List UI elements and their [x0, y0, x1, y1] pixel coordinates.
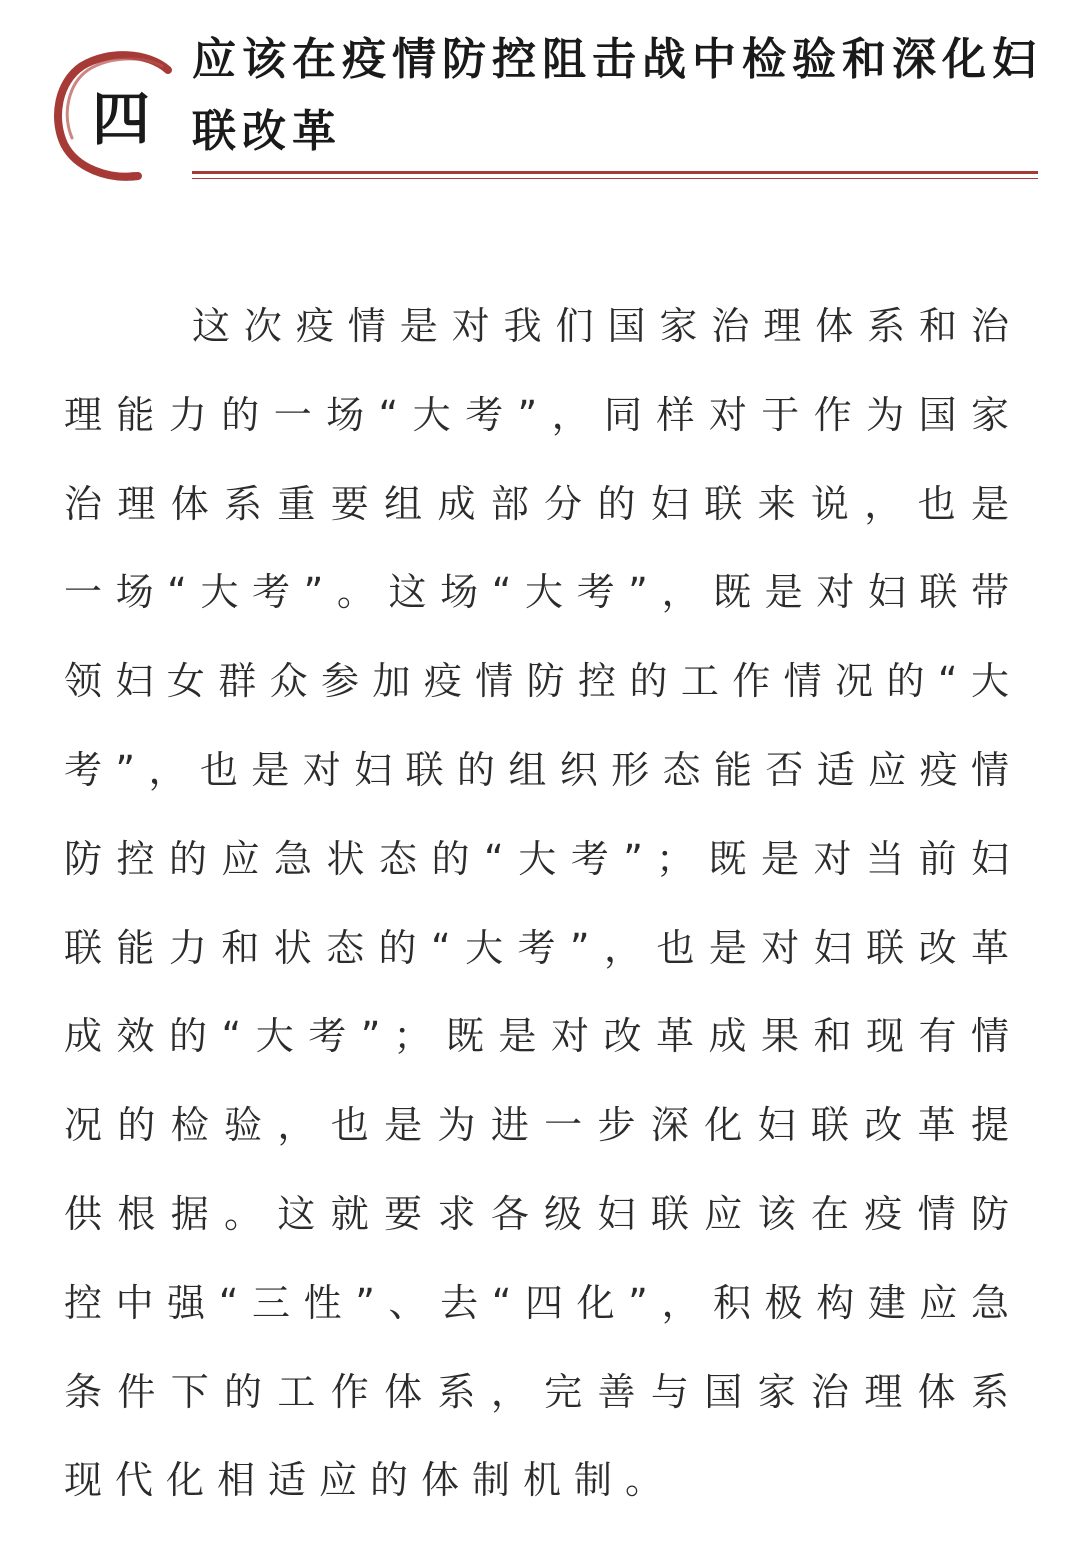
section-title: 应该在疫情防控阻击战中检验和深化妇联改革: [192, 34, 1042, 157]
title-underline: [192, 171, 1038, 174]
article-paragraph: 这次疫情是对我们国家治理体系和治理能力的一场“大考”，同样对于作为国家治理体系重要组成部分的妇联来说，也是一场“大考”。这场“大考”，既是对妇联带领妇女群众参加疫情防控的工作情况的“大考”，也是对妇联的组织形态能否适应疫情防控的应急状态的“大考”；既是对当前妇联能力和状态的“大考”，也是对妇联改革成效的“大考”；既是对改革成果和现有情况的检验，也是为进一步深化妇联改革提供根据。这就要求各级妇联应该在疫情防控中强“三性”、去“四化”，积极构建应急条件下的工作体系，完善与国家治理体系现代化相适应的体制机制。: [64, 304, 1022, 1503]
section-header: [0, 0, 1080, 200]
section-number-badge: [50, 48, 185, 183]
title-underline-thin: [192, 178, 1038, 179]
section-number: 四: [91, 85, 150, 153]
